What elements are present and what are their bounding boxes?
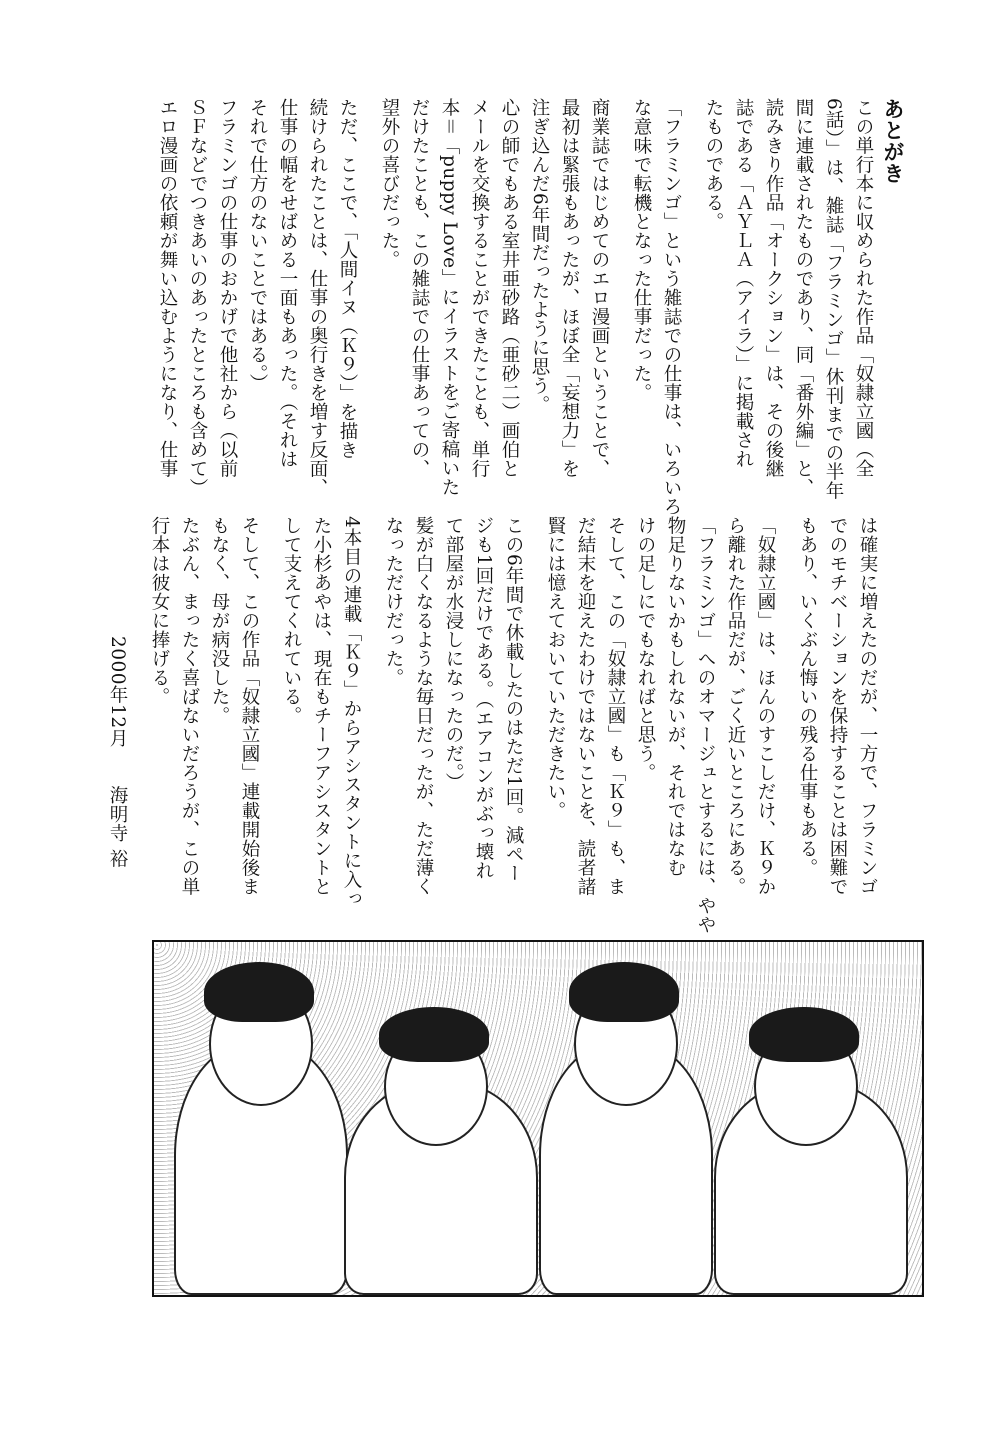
text-line: この単行本に収められた作品「奴隷立國（全 bbox=[853, 98, 874, 478]
figure-hair bbox=[569, 962, 679, 1022]
text-line: ジも1回だけである。（エアコンがぶっ壊れ bbox=[473, 516, 494, 881]
text-line: 誌である「ＡＹＬＡ（アイラ）」に掲載され bbox=[733, 98, 754, 469]
text-line: 「奴隷立國」は、ほんのすこしだけ、Ｋ９か bbox=[755, 516, 776, 896]
afterword-top-block bbox=[152, 98, 908, 516]
text-line: して支えてくれている。 bbox=[281, 516, 302, 725]
figure-hair bbox=[379, 1007, 489, 1062]
signature-name: 海明寺 裕 bbox=[107, 785, 128, 869]
afterword-bottom-block bbox=[102, 516, 882, 934]
text-line: それで仕方のないことではある。） bbox=[247, 98, 268, 393]
text-line: 物足りないかもしれないが、それではなむ bbox=[665, 516, 686, 877]
text-line: ただ、ここで、「人間イヌ（Ｋ９）」を描き bbox=[337, 98, 358, 460]
text-line: ＳＦなどでつきあいのあったところも含めて） bbox=[187, 98, 208, 497]
text-line: た小杉あやは、現在もチーフアシスタントと bbox=[311, 516, 332, 896]
text-line: 仕事の幅をせばめる一面もあった。（それは bbox=[277, 98, 298, 469]
text-line: な意味で転機となった仕事だった。 bbox=[631, 98, 652, 402]
signature-date: 2000年12月 bbox=[107, 636, 128, 748]
paragraph-gap bbox=[362, 98, 374, 508]
text-line: 髪が白くなるような毎日だったが、ただ薄く bbox=[413, 516, 434, 896]
signature bbox=[102, 516, 132, 916]
text-line: けの足しにでもなればと思う。 bbox=[635, 516, 656, 782]
paragraph-gap bbox=[528, 516, 540, 916]
text-line: 行本は彼女に捧げる。 bbox=[149, 516, 170, 706]
text-line: もあり、いくぶん悔いの残る仕事もある。 bbox=[797, 516, 818, 877]
text-line: 望外の喜びだった。 bbox=[379, 98, 400, 269]
figure-hair bbox=[749, 1007, 859, 1062]
text-line: そして、この「奴隷立國」も「Ｋ９」も、ま bbox=[605, 516, 626, 896]
text-line: でのモチベーションを保持することは困難で bbox=[827, 516, 848, 896]
paragraph-gap bbox=[780, 516, 792, 916]
text-line: 続けられたことは、仕事の奥行きを増す反面、 bbox=[307, 98, 328, 497]
text-line: 6話）」は、雑誌「フラミンゴ」休刊までの半年 bbox=[823, 98, 844, 501]
text-line: 4本目の連載「Ｋ９」からアシスタントに入っ bbox=[341, 516, 362, 909]
text-line: たものである。 bbox=[703, 98, 724, 231]
text-line: は確実に増えたのだが、一方で、フラミンゴ bbox=[857, 516, 878, 896]
text-line: そして、この作品「奴隷立國」連載開始後ま bbox=[239, 516, 260, 896]
text-line: だけたことも、この雑誌での仕事あっての、 bbox=[409, 98, 430, 478]
text-line: たぶん、まったく喜ばないだろうが、この単 bbox=[179, 516, 200, 896]
paragraph-gap bbox=[366, 516, 378, 916]
illustration-panel bbox=[152, 940, 924, 1297]
afterword-title: あとがき bbox=[881, 98, 905, 184]
text-line: 本＝「puppy Love」にイラストをご寄稿いた bbox=[439, 98, 460, 497]
text-line: 注ぎ込んだ6年間だったように思う。 bbox=[529, 98, 550, 415]
text-line: フラミンゴの仕事のおかげで他社から（以前 bbox=[217, 98, 238, 478]
text-line: 間に連載されたものであり、同「番外編」と、 bbox=[793, 98, 814, 497]
text-line: 賢には憶えておいていただきたい。 bbox=[545, 516, 566, 820]
figure-hair bbox=[204, 962, 314, 1022]
text-line: 最初は緊張もあったが、ほぼ全「妄想力」を bbox=[559, 98, 580, 478]
text-line: ら離れた作品だが、ごく近いところにある。 bbox=[725, 516, 746, 896]
paragraph-gap bbox=[614, 98, 626, 508]
text-line: 商業誌ではじめてのエロ漫画ということで、 bbox=[589, 98, 610, 478]
paragraph-gap bbox=[132, 516, 144, 916]
text-line: 心の師でもある室井亜砂路（亜砂二）画伯と bbox=[499, 98, 520, 478]
text-line: 「フラミンゴ」という雑誌での仕事は、いろいろ bbox=[661, 98, 682, 516]
text-line: なっただけだった。 bbox=[383, 516, 404, 687]
text-line: だ結末を迎えたわけではないことを、読者諸 bbox=[575, 516, 596, 896]
paragraph-gap bbox=[264, 516, 276, 916]
text-line: て部屋が水浸しになったのだ。） bbox=[443, 516, 464, 792]
text-line: この6年間で休載したのはただ1回。減ペー bbox=[503, 516, 524, 883]
text-line: 「フラミンゴ」へのオマージュとするには、やや bbox=[695, 516, 716, 934]
paragraph-gap bbox=[686, 98, 698, 508]
text-line: もなく、母が病没した。 bbox=[209, 516, 230, 725]
text-line: メールを交換することができたことも、単行 bbox=[469, 98, 490, 478]
text-line: エロ漫画の依頼が舞い込むようになり、仕事 bbox=[157, 98, 178, 478]
text-line: 読みきり作品「オークション」は、その後継 bbox=[763, 98, 784, 478]
